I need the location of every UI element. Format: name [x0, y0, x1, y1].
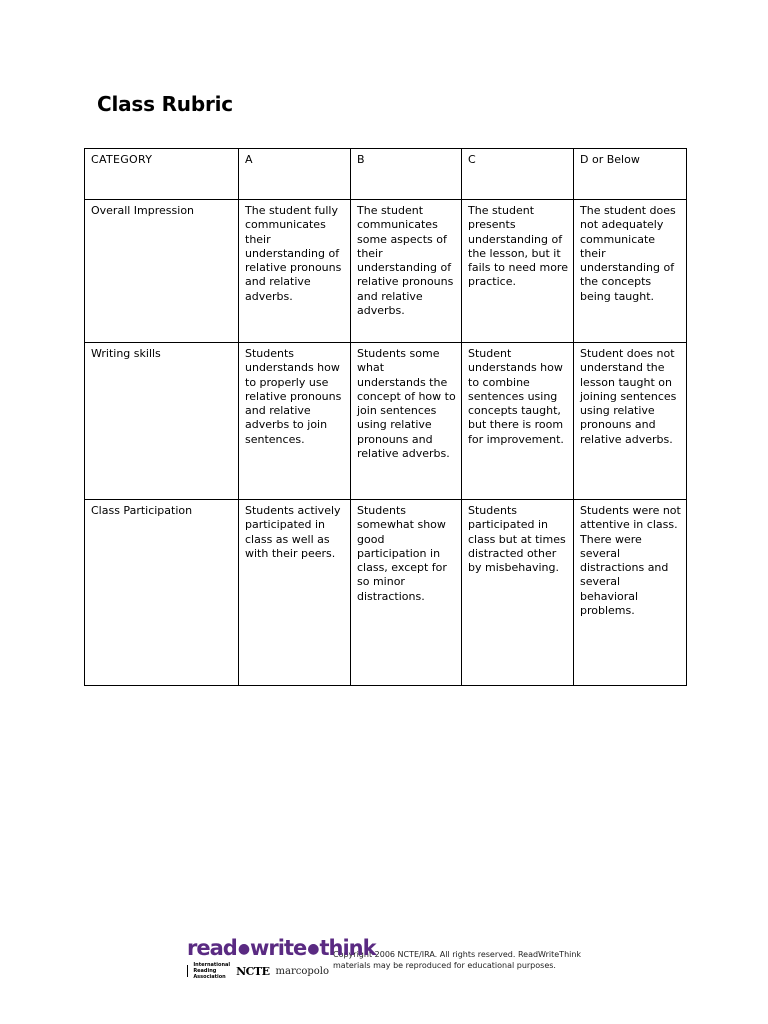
row-label: Class Participation [85, 500, 239, 686]
logo-dot-icon: ● [307, 941, 319, 957]
row-label: Writing skills [85, 343, 239, 500]
header-grade-b: B [351, 149, 462, 200]
row-label: Overall Impression [85, 200, 239, 343]
table-cell: Student understands how to combine sentences using concepts taught, but there is room for improvement. [462, 343, 574, 500]
ira-logo-text: International Reading Association [193, 962, 231, 980]
rubric-table [84, 148, 687, 686]
table-row [85, 500, 687, 686]
table-cell: Students somewhat show good participation in class, except for so minor distractions. [351, 500, 462, 686]
table-cell: The student presents understanding of the lesson, but it fails to need more practice. [462, 200, 574, 343]
table-cell: Students some what understands the concept of how to join sentences using relative pronouns and relative adverbs. [351, 343, 462, 500]
logo-wordmark [187, 936, 376, 961]
table-cell: The student fully communicates their understanding of relative pronouns and relative adverbs. [239, 200, 351, 343]
logo-dot-icon: ● [237, 941, 250, 957]
marcopolo-logo: marcopolo [275, 965, 329, 977]
page-footer [187, 936, 583, 980]
ncte-logo: NCTE [236, 964, 270, 978]
header-grade-d: D or Below [574, 149, 687, 200]
header-grade-a: A [239, 149, 351, 200]
copyright-line-1: Copyright 2006 NCTE/IRA. All rights reserved. ReadWriteThink [333, 950, 582, 959]
logo-word-read: read [187, 936, 237, 960]
table-cell: Students understands how to properly use relative pronouns and relative adverbs to join sentences. [239, 343, 351, 500]
logo-word-write: write [250, 936, 307, 960]
table-row [85, 343, 687, 500]
table-cell: The student does not adequately communicate their understanding of the concepts being taught. [574, 200, 687, 343]
logo-word-think: think [319, 936, 376, 960]
table-cell: Students participated in class but at times distracted other by misbehaving. [462, 500, 574, 686]
table-cell: Students actively participated in class as well as with their peers. [239, 500, 351, 686]
partner-logos [187, 962, 329, 980]
table-row [85, 200, 687, 343]
table-cell: Students were not attentive in class. There were several distractions and several behavioral problems. [574, 500, 687, 686]
copyright-line-2: materials may be reproduced for educational purposes. [333, 961, 556, 970]
page-title: Class Rubric [97, 92, 233, 116]
readwritethink-logo [187, 936, 376, 980]
header-category: CATEGORY [85, 149, 239, 200]
table-header-row [85, 149, 687, 200]
header-grade-c: C [462, 149, 574, 200]
table-cell: Student does not understand the lesson taught on joining sentences using relative pronouns and relative adverbs. [574, 343, 687, 500]
table-cell: The student communicates some aspects of their understanding of relative pronouns and relative adverbs. [351, 200, 462, 343]
